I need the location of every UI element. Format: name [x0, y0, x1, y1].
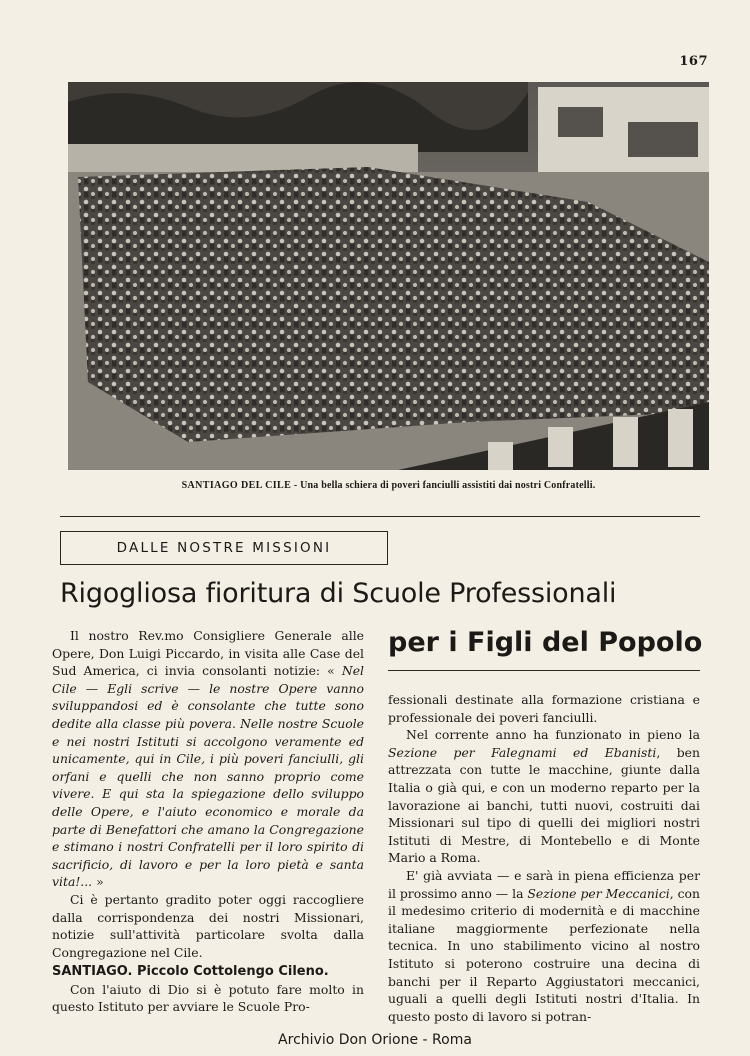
- paragraph: Ci è pertanto gradito poter oggi raccogliere dalla corrispondenza dei nostri Missionari, notizie sull'attività particolare svolta dalla Congregazione nel Cile.: [52, 891, 364, 960]
- photo-caption: [68, 480, 709, 491]
- crowd-photo: [68, 82, 709, 470]
- divider-rule: [60, 516, 700, 517]
- caption-text: Una bella schiera di poveri fanciulli assistiti dai nostri Confratelli.: [300, 480, 596, 491]
- crowd-photo-icon: [68, 82, 709, 470]
- paragraph-text: E' già avviata — e sarà in piena efficienza per il prossimo anno — la: [388, 867, 700, 901]
- paragraph-text: , ben attrezzata con tutte le macchine, giunte dalla Italia o già qui, e con un moderno reparto per la lavorazione ai banchi, tutti nuovi, costruiti dai Missionari sul tipo di quelli dei migliori nostri Istituti di Mestre, di Montebello e di Monte Mario a Roma.: [388, 744, 700, 866]
- page-number: 167: [679, 54, 708, 69]
- section-label: DALLE NOSTRE MISSIONI: [60, 531, 388, 565]
- caption-place: SANTIAGO DEL CILE: [181, 480, 292, 491]
- paragraph-text: Nel corrente anno ha funzionato in pieno la: [406, 727, 700, 743]
- paragraph: fessionali destinate alla formazione cristiana e professionale dei poveri fanciulli.: [388, 692, 700, 725]
- emphasis-text: Sezione per Falegnami ed Ebanisti: [388, 744, 657, 760]
- paragraph: Con l'aiuto di Dio si è potuto fare molto in questo Istituto per avviare le Scuole Pro-: [52, 981, 364, 1015]
- article-headline: Rigogliosa fioritura di Scuole Professionali: [60, 578, 617, 609]
- paragraph-text: , con il medesimo criterio di modernità e di macchine italiane maggiormente perfezionate nella tecnica. In uno stabilimento vicino al nostro Istituto si poterono costruire una decina di banchi per il Reparto Aggiustatori meccanici, uguali a quelli degli Istituti nostri d'Italia. In questo posto di lavoro si potran-: [388, 885, 701, 1024]
- paragraph: [52, 627, 364, 891]
- section-heading: SANTIAGO. Piccolo Cottolengo Cileno.: [52, 964, 329, 980]
- archive-footer: Archivio Don Orione - Roma: [278, 1032, 472, 1048]
- paragraph: [388, 726, 700, 867]
- article-subheadline: per i Figli del Popolo: [388, 627, 703, 658]
- emphasis-text: Sezione per Meccanici: [527, 885, 670, 901]
- paragraph: [388, 867, 700, 1025]
- caption-separator: -: [291, 480, 301, 491]
- subheadline-rule: [388, 670, 700, 671]
- paragraph-text: Il nostro Rev.mo Consigliere Generale alle Opere, Don Luigi Piccardo, in visita alle Case del Sud America, ci invia consolanti notizie: «: [52, 628, 364, 679]
- left-column: [52, 627, 364, 1016]
- quote-text: Nel Cile — Egli scrive — le nostre Opere vanno sviluppandosi ed è consolante che tutte sono dedite alla classe più povera. Nelle nostre Scuole e nei nostri Istituti si accolgono veramente ed unicamente, qui in Cile, i più poveri fanciulli, gli orfani e quelli che non sanno proprio come vivere. E qui sta la spiegazione dello sviluppo delle Opere, e l'aiuto economico e morale da parte di Benefattori che amano la Congregazione e stimano i nostri Confratelli per il loro spirito di sacrificio, di lavoro e per la loro pietà e santa vita!...: [52, 663, 364, 890]
- right-column: [388, 691, 700, 1025]
- quote-close: »: [92, 874, 104, 890]
